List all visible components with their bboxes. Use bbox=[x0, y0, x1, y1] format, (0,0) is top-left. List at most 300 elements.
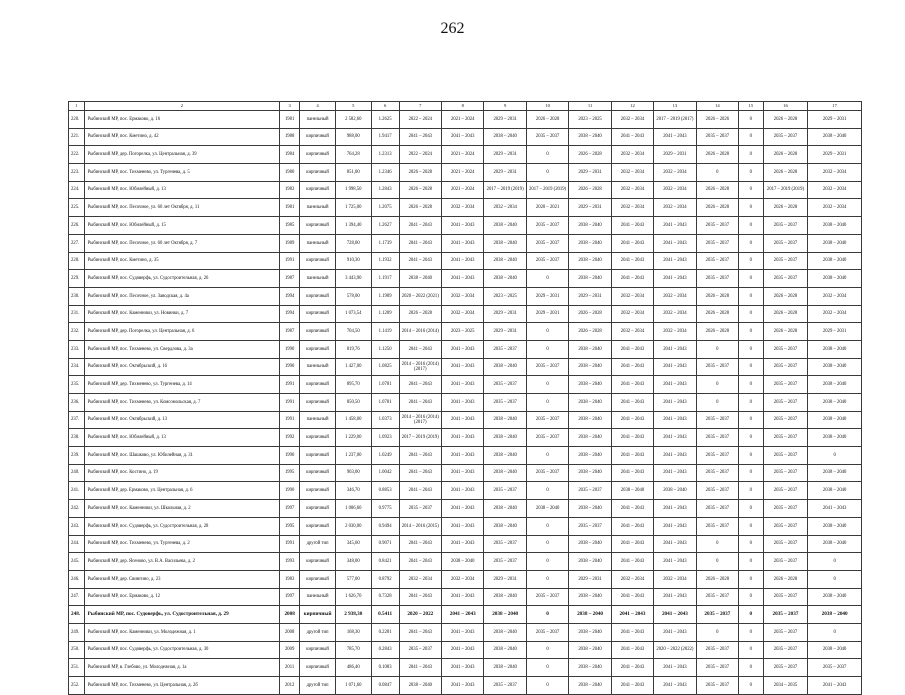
table-cell: Рыбинский МР, дер. Тихменево, ул. Тургенева, д. 14 bbox=[84, 376, 279, 394]
table-cell: 2020 – 2022 (2021) bbox=[399, 287, 441, 305]
column-header: 3 bbox=[280, 102, 300, 111]
table-cell: 2032 – 2034 bbox=[611, 199, 653, 217]
table-cell: 2041 – 2043 bbox=[399, 252, 441, 270]
table-row bbox=[69, 535, 862, 553]
table-cell: 2038 – 2040 bbox=[569, 128, 611, 146]
table-cell: 2038 – 2040 bbox=[569, 606, 611, 624]
table-cell: 2032 – 2034 bbox=[808, 305, 862, 323]
table-cell: 2038 – 2040 bbox=[569, 217, 611, 235]
column-header: 8 bbox=[442, 102, 484, 111]
table-cell: 2032 – 2034 bbox=[611, 305, 653, 323]
table-row bbox=[69, 234, 862, 252]
table-cell: 222. bbox=[69, 146, 85, 164]
table-cell: 2041 – 2043 bbox=[399, 482, 441, 500]
table-cell: 2014 – 2016 (2014)(2017) bbox=[399, 358, 441, 376]
table-cell: 2026 – 2028 bbox=[696, 287, 738, 305]
table-cell: 2032 – 2034 bbox=[654, 181, 696, 199]
table-cell: 2038 – 2040 bbox=[569, 394, 611, 412]
table-cell: 2038 – 2040 bbox=[611, 482, 653, 500]
table-cell: 2035 – 2037 bbox=[484, 340, 526, 358]
table-cell: 2035 – 2037 bbox=[569, 517, 611, 535]
table-cell: 252. bbox=[69, 677, 85, 695]
table-cell: 2035 – 2037 bbox=[526, 411, 568, 429]
table-cell: 2038 – 2040 bbox=[569, 252, 611, 270]
column-header: 17 bbox=[808, 102, 862, 111]
table-cell: кирпичный bbox=[300, 217, 336, 235]
table-cell: 2012 bbox=[280, 677, 300, 695]
column-header: 4 bbox=[300, 102, 336, 111]
table-cell: 2023 – 2025 bbox=[569, 111, 611, 129]
table-cell: 2038 – 2040 bbox=[569, 500, 611, 518]
table-cell: 1 626,70 bbox=[335, 588, 371, 606]
table-cell: 2041 – 2043 bbox=[442, 234, 484, 252]
table-cell: 1991 bbox=[280, 376, 300, 394]
table-cell: 2041 – 2043 bbox=[611, 677, 653, 695]
table-cell: 2038 – 2040 bbox=[569, 234, 611, 252]
table-cell: 1992 bbox=[280, 429, 300, 447]
table-cell: 2035 – 2037 bbox=[763, 376, 808, 394]
table-cell: 1990 bbox=[280, 447, 300, 465]
table-cell: 0 bbox=[808, 623, 862, 641]
table-cell: 2038 – 2040 bbox=[808, 358, 862, 376]
table-cell: 2038 – 2040 bbox=[569, 464, 611, 482]
table-cell: 1981 bbox=[280, 199, 300, 217]
table-cell: 0.9775 bbox=[371, 500, 399, 518]
table-cell: 0 bbox=[526, 164, 568, 182]
table-cell: 1.1739 bbox=[371, 234, 399, 252]
table-cell: 2041 – 2043 bbox=[442, 641, 484, 659]
table-cell: 2035 – 2037 bbox=[763, 394, 808, 412]
table-cell: 2035 – 2037 bbox=[696, 677, 738, 695]
table-row bbox=[69, 323, 862, 341]
table-cell: кирпичный bbox=[300, 659, 336, 677]
table-cell: 348,00 bbox=[335, 553, 371, 571]
table-cell: 2035 – 2037 bbox=[763, 588, 808, 606]
table-cell: 0.8421 bbox=[371, 553, 399, 571]
table-cell: 0 bbox=[739, 464, 764, 482]
table-cell: 2041 – 2043 bbox=[442, 500, 484, 518]
table-cell: 2041 – 2043 bbox=[442, 340, 484, 358]
table-cell: 1.1209 bbox=[371, 305, 399, 323]
table-cell: Рыбинский МР, дер. Ермаково, ул. Центральная, д. 6 bbox=[84, 482, 279, 500]
table-cell: 1993 bbox=[280, 553, 300, 571]
table-cell: 2041 – 2043 bbox=[399, 340, 441, 358]
table-cell: 2041 – 2043 bbox=[442, 588, 484, 606]
table-cell: Рыбинский МР, пос. Судоверфь, ул. Судостроительная, д. 26 bbox=[84, 270, 279, 288]
table-cell: 2038 – 2040 bbox=[569, 623, 611, 641]
table-cell: 2038 – 2040 bbox=[526, 500, 568, 518]
table-cell: 1990 bbox=[280, 340, 300, 358]
table-cell: 230. bbox=[69, 287, 85, 305]
table-cell: 244. bbox=[69, 535, 85, 553]
table-cell: 2035 – 2037 bbox=[526, 358, 568, 376]
table-cell: 247. bbox=[69, 588, 85, 606]
table-cell: 2029 – 2031 bbox=[526, 287, 568, 305]
table-cell: 227. bbox=[69, 234, 85, 252]
table-cell: панельный bbox=[300, 411, 336, 429]
table-row bbox=[69, 111, 862, 129]
table-cell: 2035 – 2037 bbox=[696, 500, 738, 518]
table-cell: 2011 bbox=[280, 659, 300, 677]
table-cell: 2041 – 2043 bbox=[442, 411, 484, 429]
table-cell: 2032 – 2034 bbox=[611, 570, 653, 588]
table-cell: 2035 – 2037 bbox=[484, 394, 526, 412]
table-cell: Рыбинский МР, пос. Октябрьский, д. 13 bbox=[84, 411, 279, 429]
table-cell: 1 229,00 bbox=[335, 429, 371, 447]
table-cell: 2026 – 2028 bbox=[526, 111, 568, 129]
table-cell: 2041 – 2043 bbox=[399, 394, 441, 412]
table-cell: 2032 – 2034 bbox=[611, 111, 653, 129]
table-cell: 2029 – 2031 bbox=[526, 305, 568, 323]
table-cell: 2038 – 2040 bbox=[808, 429, 862, 447]
table-cell: 237. bbox=[69, 411, 85, 429]
table-cell: 2038 – 2040 bbox=[484, 411, 526, 429]
table-cell: кирпичный bbox=[300, 376, 336, 394]
table-cell: 1.0249 bbox=[371, 447, 399, 465]
table-cell: 2032 – 2034 bbox=[654, 164, 696, 182]
table-cell: 2041 – 2043 bbox=[611, 623, 653, 641]
table-cell: 2032 – 2034 bbox=[808, 181, 862, 199]
table-cell: Рыбинский МР, пос. Ермаково, д. 12 bbox=[84, 588, 279, 606]
table-row bbox=[69, 217, 862, 235]
table-cell: 346,70 bbox=[335, 482, 371, 500]
table-cell: 2041 – 2043 bbox=[654, 517, 696, 535]
table-cell: 0.2843 bbox=[371, 641, 399, 659]
table-cell: 1995 bbox=[280, 464, 300, 482]
table-cell: 0 bbox=[526, 641, 568, 659]
table-cell: 345,60 bbox=[335, 535, 371, 553]
table-cell: 2035 – 2037 bbox=[763, 217, 808, 235]
table-cell: 2038 – 2040 bbox=[484, 623, 526, 641]
table-row bbox=[69, 464, 862, 482]
table-cell: 2035 – 2037 bbox=[484, 376, 526, 394]
table-cell: Рыбинский МР, пос. Песочное, ул. Заводская, д. 4а bbox=[84, 287, 279, 305]
table-cell: 2041 – 2043 bbox=[399, 447, 441, 465]
table-cell: 0 bbox=[739, 146, 764, 164]
table-cell: 2008 bbox=[280, 606, 300, 624]
table-cell: 2032 – 2034 bbox=[654, 199, 696, 217]
table-cell: 2038 – 2040 bbox=[808, 217, 862, 235]
table-cell: 2035 – 2037 bbox=[763, 553, 808, 571]
table-cell: 0 bbox=[526, 517, 568, 535]
table-row bbox=[69, 606, 862, 624]
column-header: 12 bbox=[611, 102, 653, 111]
table-cell: 0 bbox=[739, 164, 764, 182]
table-cell: 248. bbox=[69, 606, 85, 624]
table-cell: 2035 – 2037 bbox=[763, 623, 808, 641]
table-cell: 2035 – 2037 bbox=[696, 128, 738, 146]
table-cell: 1991 bbox=[280, 535, 300, 553]
table-cell: 2035 – 2037 bbox=[526, 252, 568, 270]
table-cell: другой тип bbox=[300, 535, 336, 553]
table-cell: 2041 – 2043 bbox=[654, 270, 696, 288]
table-cell: 2035 – 2037 bbox=[696, 447, 738, 465]
table-cell: 1 394,40 bbox=[335, 217, 371, 235]
table-cell: кирпичный bbox=[300, 128, 336, 146]
table-cell: Рыбинский МР, пос. Песочное, ул. 60 лет Октября, д. 7 bbox=[84, 234, 279, 252]
table-cell: 1.2346 bbox=[371, 164, 399, 182]
table-row bbox=[69, 447, 862, 465]
column-header: 7 bbox=[399, 102, 441, 111]
table-cell: 2032 – 2034 bbox=[399, 570, 441, 588]
table-cell: 2032 – 2034 bbox=[442, 570, 484, 588]
table-cell: 0.1083 bbox=[371, 659, 399, 677]
table-cell: 2035 – 2037 bbox=[763, 517, 808, 535]
table-cell: 0 bbox=[526, 553, 568, 571]
table-cell: кирпичный bbox=[300, 447, 336, 465]
table-cell: 2026 – 2028 bbox=[763, 146, 808, 164]
table-cell: 2038 – 2040 bbox=[808, 234, 862, 252]
table-cell: 1997 bbox=[280, 588, 300, 606]
table-cell: 251. bbox=[69, 659, 85, 677]
table-cell: 2035 – 2037 bbox=[763, 641, 808, 659]
table-cell: 1984 bbox=[280, 146, 300, 164]
table-row bbox=[69, 199, 862, 217]
table-cell: 2041 – 2043 bbox=[654, 677, 696, 695]
table-cell: 2035 – 2037 bbox=[763, 358, 808, 376]
table-cell: 2029 – 2031 bbox=[569, 570, 611, 588]
table-cell: 2038 – 2040 bbox=[484, 252, 526, 270]
table-cell: кирпичный bbox=[300, 340, 336, 358]
table-cell: Рыбинский МР, пос. Судоверфь, ул. Судостроительная, д. 28 bbox=[84, 517, 279, 535]
table-row bbox=[69, 677, 862, 695]
table-cell: Рыбинский МР, пос. Юбилейный, д. 15 bbox=[84, 217, 279, 235]
table-cell: 1.0781 bbox=[371, 394, 399, 412]
table-cell: 2029 – 2031 bbox=[484, 164, 526, 182]
table-cell: 2014 – 2016 (2015) bbox=[399, 517, 441, 535]
table-cell: 2041 – 2043 bbox=[611, 588, 653, 606]
table-cell: 2026 – 2028 bbox=[763, 570, 808, 588]
table-cell: Рыбинский МР, пос. Юбилейный, д. 13 bbox=[84, 181, 279, 199]
table-cell: 2029 – 2031 bbox=[484, 305, 526, 323]
table-cell: 1 073,54 bbox=[335, 305, 371, 323]
table-cell: 0 bbox=[739, 588, 764, 606]
table-cell: 2038 – 2040 bbox=[808, 340, 862, 358]
table-cell: 2035 – 2037 bbox=[763, 535, 808, 553]
table-cell: 0.0847 bbox=[371, 677, 399, 695]
table-cell: кирпичный bbox=[300, 517, 336, 535]
table-row bbox=[69, 252, 862, 270]
table-cell: 1991 bbox=[280, 252, 300, 270]
table-cell: Рыбинский МР, дер. Погорелка, ул. Центральная, д. 39 bbox=[84, 146, 279, 164]
table-cell: 2035 – 2037 bbox=[526, 128, 568, 146]
table-cell: 2035 – 2037 bbox=[696, 659, 738, 677]
table-cell: 2038 – 2040 bbox=[484, 217, 526, 235]
table-cell: 2041 – 2043 bbox=[611, 411, 653, 429]
table-cell: 2035 – 2037 bbox=[763, 411, 808, 429]
table-cell: 1.0923 bbox=[371, 429, 399, 447]
table-cell: 0 bbox=[696, 376, 738, 394]
table-row bbox=[69, 623, 862, 641]
table-cell: 1.2075 bbox=[371, 199, 399, 217]
table-cell: 2026 – 2028 bbox=[569, 323, 611, 341]
table-cell: панельный bbox=[300, 111, 336, 129]
table-cell: 2022 – 2024 bbox=[399, 146, 441, 164]
table-cell: 2041 – 2043 bbox=[611, 641, 653, 659]
table-cell: Рыбинский МР, пос. Юбилейный, д. 13 bbox=[84, 429, 279, 447]
table-cell: 235. bbox=[69, 376, 85, 394]
table-cell: 2041 – 2043 bbox=[442, 517, 484, 535]
table-cell: 1.0781 bbox=[371, 376, 399, 394]
table-cell: 0 bbox=[526, 535, 568, 553]
table-cell: 2038 – 2040 bbox=[484, 128, 526, 146]
table-cell: 2038 – 2040 bbox=[484, 358, 526, 376]
table-cell: 2038 – 2040 bbox=[569, 447, 611, 465]
table-cell: 233. bbox=[69, 340, 85, 358]
table-cell: 0 bbox=[739, 500, 764, 518]
table-cell: 2035 – 2037 bbox=[763, 606, 808, 624]
table-cell: кирпичный bbox=[300, 606, 336, 624]
table-cell: 2035 – 2037 bbox=[763, 252, 808, 270]
table-cell: 2032 – 2034 bbox=[484, 199, 526, 217]
table-cell: 2026 – 2028 bbox=[696, 323, 738, 341]
table-cell: 240. bbox=[69, 464, 85, 482]
table-cell: 168,30 bbox=[335, 623, 371, 641]
table-cell: другой тип bbox=[300, 623, 336, 641]
table-row bbox=[69, 517, 862, 535]
table-cell: 0 bbox=[739, 234, 764, 252]
table-body bbox=[69, 102, 862, 695]
table-cell: 0 bbox=[808, 570, 862, 588]
table-cell: 1.0373 bbox=[371, 411, 399, 429]
table-cell: 2041 – 2043 bbox=[399, 588, 441, 606]
table-cell: 238. bbox=[69, 429, 85, 447]
table-cell: 2035 – 2037 bbox=[399, 500, 441, 518]
table-cell: 0.5411 bbox=[371, 606, 399, 624]
table-cell: Рыбинский МР, пос. Тихменево, ул. Комсомольская, д. 7 bbox=[84, 394, 279, 412]
column-header: 2 bbox=[84, 102, 279, 111]
table-cell: 1.0042 bbox=[371, 464, 399, 482]
table-cell: 2038 – 2040 bbox=[484, 606, 526, 624]
table-cell: 2041 – 2043 bbox=[611, 464, 653, 482]
table-cell: панельный bbox=[300, 588, 336, 606]
table-cell: 2021 – 2024 bbox=[442, 164, 484, 182]
table-cell: 2041 – 2043 bbox=[442, 394, 484, 412]
table-cell: 2038 – 2040 bbox=[484, 517, 526, 535]
table-cell: 0 bbox=[739, 411, 764, 429]
table-cell: Рыбинский МР, дер. Погорелка, ул. Центральная, д. 6 bbox=[84, 323, 279, 341]
table-cell: 2041 – 2043 bbox=[654, 411, 696, 429]
table-row bbox=[69, 340, 862, 358]
table-cell: 2035 – 2037 bbox=[763, 447, 808, 465]
table-cell: 0 bbox=[739, 517, 764, 535]
table-cell: 2032 – 2034 bbox=[654, 305, 696, 323]
table-cell: 228. bbox=[69, 252, 85, 270]
table-cell: 0 bbox=[526, 340, 568, 358]
table-cell: 2035 – 2037 bbox=[526, 217, 568, 235]
table-cell: 2041 – 2043 bbox=[654, 376, 696, 394]
table-cell: 2041 – 2043 bbox=[611, 659, 653, 677]
table-cell: 2035 – 2037 bbox=[484, 535, 526, 553]
table-cell: 2038 – 2040 bbox=[569, 270, 611, 288]
table-cell: 988,00 bbox=[335, 128, 371, 146]
table-cell: 2041 – 2043 bbox=[611, 535, 653, 553]
table-cell: 2035 – 2037 bbox=[696, 641, 738, 659]
table-cell: 2041 – 2043 bbox=[654, 358, 696, 376]
table-cell: 2026 – 2028 bbox=[763, 164, 808, 182]
table-cell: 2026 – 2028 bbox=[399, 305, 441, 323]
table-cell: 2041 – 2043 bbox=[654, 606, 696, 624]
table-row bbox=[69, 287, 862, 305]
table-cell: кирпичный bbox=[300, 287, 336, 305]
table-cell: 2009 bbox=[280, 641, 300, 659]
table-cell: кирпичный bbox=[300, 305, 336, 323]
table-cell: 704,50 bbox=[335, 323, 371, 341]
table-cell: 2026 – 2028 bbox=[763, 305, 808, 323]
table-cell: 2035 – 2037 bbox=[696, 217, 738, 235]
table-cell: 2035 – 2037 bbox=[696, 270, 738, 288]
table-cell: 2017 – 2019 (2017) bbox=[654, 111, 696, 129]
table-cell: 2041 – 2043 bbox=[399, 234, 441, 252]
table-cell: 0 bbox=[526, 570, 568, 588]
table-cell: 2020 – 2021 bbox=[526, 199, 568, 217]
table-cell: Рыбинский МР, пос. Судоверфь, ул. Судостроительная, д. 30 bbox=[84, 641, 279, 659]
table-row bbox=[69, 429, 862, 447]
table-cell: 2041 – 2043 bbox=[442, 623, 484, 641]
table-cell: 2041 – 2043 bbox=[611, 500, 653, 518]
table-cell: 2038 – 2040 bbox=[808, 128, 862, 146]
table-cell: Рыбинский МР, пос. Судоверфь, ул. Судостроительная, д. 29 bbox=[84, 606, 279, 624]
table-cell: 2035 – 2037 bbox=[763, 464, 808, 482]
table-cell: 2041 – 2043 bbox=[654, 659, 696, 677]
table-cell: 2038 – 2040 bbox=[808, 588, 862, 606]
table-cell: 2041 – 2043 bbox=[442, 376, 484, 394]
table-cell: 2021 – 2024 bbox=[442, 146, 484, 164]
table-cell: 2035 – 2037 bbox=[526, 588, 568, 606]
table-cell: 0 bbox=[739, 429, 764, 447]
table-cell: кирпичный bbox=[300, 553, 336, 571]
table-cell: 2041 – 2043 bbox=[654, 623, 696, 641]
table-cell: 2041 – 2043 bbox=[654, 464, 696, 482]
table-cell: 0 bbox=[526, 482, 568, 500]
table-cell: 2038 – 2040 bbox=[569, 340, 611, 358]
table-cell: 0 bbox=[739, 358, 764, 376]
column-header: 6 bbox=[371, 102, 399, 111]
table-row bbox=[69, 482, 862, 500]
table-cell: 1990 bbox=[280, 358, 300, 376]
table-cell: 2041 – 2043 bbox=[611, 447, 653, 465]
table-cell: 1.1932 bbox=[371, 252, 399, 270]
table-row bbox=[69, 500, 862, 518]
table-row bbox=[69, 659, 862, 677]
table-cell: 2038 – 2040 bbox=[484, 447, 526, 465]
table-cell: 2029 – 2031 bbox=[654, 146, 696, 164]
table-cell: 2038 – 2040 bbox=[569, 659, 611, 677]
table-cell: 2041 – 2043 bbox=[654, 234, 696, 252]
table-cell: Рыбинский МР, пос. Кметино, д. 42 bbox=[84, 128, 279, 146]
table-cell: 0 bbox=[739, 394, 764, 412]
table-cell: 2041 – 2043 bbox=[611, 429, 653, 447]
table-cell: 1 006,60 bbox=[335, 500, 371, 518]
table-cell: 0 bbox=[739, 623, 764, 641]
table-cell: 0 bbox=[739, 305, 764, 323]
table-cell: Рыбинский МР, пос. Октябрьский, д. 16 bbox=[84, 358, 279, 376]
table-cell: 2041 – 2043 bbox=[654, 429, 696, 447]
table-cell: 2021 – 2024 bbox=[442, 181, 484, 199]
table-cell: 2026 – 2028 bbox=[399, 164, 441, 182]
table-cell: 0 bbox=[739, 659, 764, 677]
table-cell: 2041 – 2043 bbox=[654, 128, 696, 146]
table-cell: 0 bbox=[739, 535, 764, 553]
table-cell: 2041 – 2043 bbox=[611, 358, 653, 376]
table-cell: 241. bbox=[69, 482, 85, 500]
column-header: 16 bbox=[763, 102, 808, 111]
table-cell: Рыбинский МР, пос. Ермаково, д. 16 bbox=[84, 111, 279, 129]
table-cell: 2032 – 2034 bbox=[654, 323, 696, 341]
table-cell: 2035 – 2037 bbox=[763, 270, 808, 288]
table-cell: 234. bbox=[69, 358, 85, 376]
table-cell: кирпичный bbox=[300, 323, 336, 341]
